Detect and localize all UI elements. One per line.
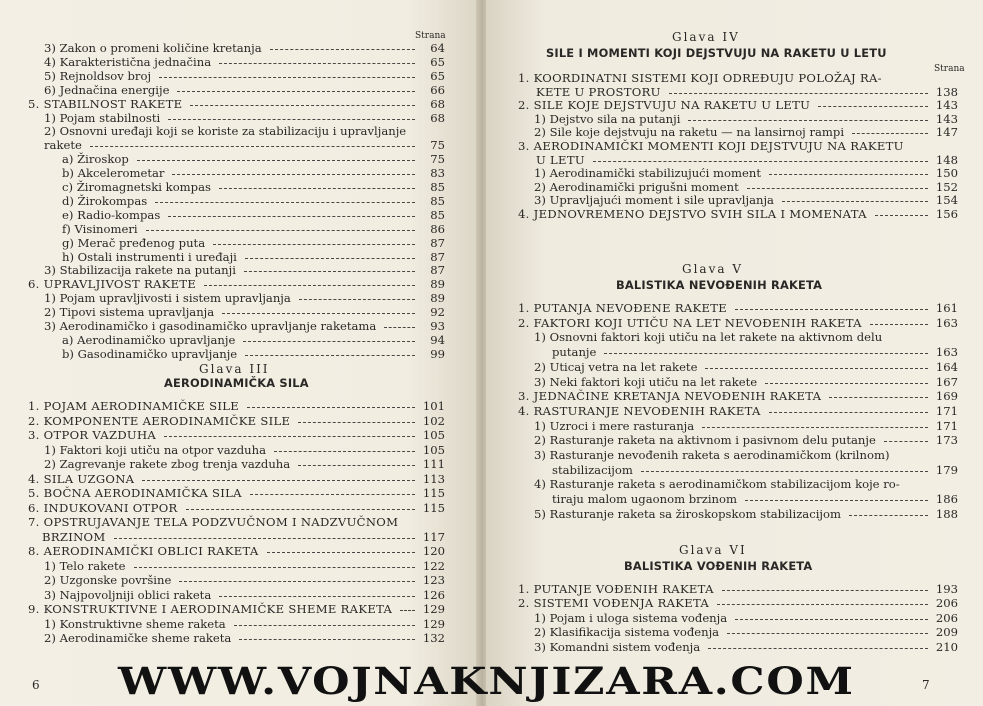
toc-entry	[518, 180, 958, 194]
toc-entry-page: 138	[935, 84, 958, 99]
toc-entry-page: 64	[430, 41, 445, 55]
toc-entry-title: 5) Rasturanje raketa sa žiroskopskom stabilizacijom	[534, 506, 841, 521]
toc-entry-page: 163	[935, 345, 958, 360]
toc-entry	[518, 330, 958, 344]
toc-leader-dashes	[717, 604, 928, 605]
toc-entry-title: putanje	[552, 345, 597, 360]
toc-leader-dashes	[168, 216, 415, 217]
toc-entry	[518, 316, 958, 330]
toc-entry	[518, 582, 958, 596]
toc-entry	[518, 596, 958, 610]
toc-entry-title: 1. PUTANJA NEVOĐENE RAKETE	[518, 301, 728, 315]
chapter-4-label: Glava IV	[672, 30, 740, 44]
toc-leader-dashes	[782, 201, 928, 202]
toc-entry-page: 89	[430, 277, 445, 292]
toc-entry	[28, 631, 445, 645]
toc-entry-title: 5. BOČNA AERODINAMIČKA SILA	[28, 486, 242, 500]
toc-leader-dashes	[384, 327, 415, 328]
toc-leader-dashes	[168, 119, 415, 120]
toc-leader-dashes	[299, 299, 415, 300]
toc-leader-dashes	[239, 639, 415, 640]
toc-entry-page: 206	[935, 610, 958, 625]
toc-entry-title: 3) Zakon o promeni količine kretanja	[44, 41, 262, 55]
toc-entry	[518, 625, 958, 639]
toc-entry	[518, 153, 958, 167]
toc-entry-page: 102	[422, 413, 445, 428]
chapter-5-title: BALISTIKA NEVOĐENIH RAKETA	[616, 278, 823, 292]
toc-entry-title: 2) Sile koje dejstvuju na raketu — na lansirnoj rampi	[534, 125, 845, 140]
toc-entry-page: 147	[935, 125, 958, 140]
toc-leader-dashes	[213, 244, 415, 245]
toc-entry	[28, 501, 445, 515]
toc-leader-dashes	[769, 412, 928, 413]
toc-entry-title: 8. AERODINAMIČKI OBLICI RAKETA	[28, 544, 259, 558]
toc-entry-title: 4. JEDNOVREMENO DEJSTVO SVIH SILA I MOMENATA	[518, 207, 867, 221]
toc-leader-dashes	[179, 581, 415, 582]
toc-entry-title: 4) Karakteristična jednačina	[44, 54, 212, 69]
toc-entry-title: 1) Pojam upravljivosti i sistem upravljanja	[44, 291, 291, 306]
toc-entry-page: 163	[935, 315, 958, 330]
toc-entry-title: 4) Rasturanje raketa s aerodinamičkom stabilizacijom koje ro-	[534, 477, 900, 492]
toc-leader-dashes	[219, 63, 415, 64]
toc-leader-dashes	[669, 93, 928, 94]
toc-entry-title: h) Ostali instrumenti i uređaji	[62, 249, 237, 264]
toc-entry-page: 188	[935, 506, 958, 521]
toc-entry-page: 179	[935, 462, 958, 477]
toc-entry-page: 173	[935, 433, 958, 448]
toc-leader-dashes	[852, 133, 928, 134]
toc-entry-page: 209	[935, 625, 958, 640]
toc-entry-title: rakete	[44, 138, 82, 153]
toc-entry-title: 3. JEDNAČINE KRETANJA NEVOĐENIH RAKETA	[518, 389, 822, 404]
toc-entry	[28, 111, 445, 125]
toc-leader-dashes	[641, 471, 928, 472]
toc-entry-title: 5) Rejnoldsov broj	[44, 68, 152, 83]
toc-entry-title: 2) Zagrevanje rakete zbog trenja vazduha	[44, 457, 291, 471]
toc-entry-title: 3) Rasturanje nevođenih raketa s aerodinamičkom (krilnom)	[534, 448, 890, 462]
toc-entry-title: d) Žirokompas	[62, 193, 148, 208]
toc-leader-dashes	[705, 368, 928, 369]
watermark-banner: WWW.VOJNAKNJIZARA.COM	[118, 659, 855, 703]
toc-leader-dashes	[702, 427, 928, 428]
toc-leader-dashes	[245, 258, 415, 259]
toc-entry-title: 2. KOMPONENTE AERODINAMIČKE SILE	[28, 413, 291, 428]
toc-entry-title: 2. FAKTORI KOJI UTIČU NA LET NEVOĐENIH RAKETA	[518, 315, 862, 330]
toc-leader-dashes	[90, 146, 415, 147]
left-page-number: 6	[32, 678, 40, 692]
toc-entry-page: 85	[430, 180, 445, 194]
toc-entry	[518, 611, 958, 625]
toc-entry-page: 83	[430, 166, 445, 181]
toc-entry	[518, 463, 958, 477]
toc-entry-page: 113	[422, 471, 445, 486]
toc-entry	[518, 139, 958, 153]
toc-entry	[28, 41, 445, 55]
toc-entry	[518, 477, 958, 491]
toc-entry	[518, 375, 958, 389]
toc-leader-dashes	[146, 230, 415, 231]
toc-entry-page: 169	[935, 389, 958, 404]
toc-entry	[518, 640, 958, 654]
toc-entry-page: 129	[422, 616, 445, 631]
toc-entry	[518, 166, 958, 180]
toc-entry	[28, 347, 445, 361]
toc-entry	[28, 588, 445, 602]
toc-entry	[28, 428, 445, 442]
toc-entry-title: 1) Konstruktivne sheme raketa	[44, 616, 226, 631]
toc-entry	[518, 301, 958, 315]
toc-leader-dashes	[747, 188, 928, 189]
toc-leader-dashes	[114, 538, 415, 539]
toc-leader-dashes	[204, 285, 415, 286]
toc-entry-title: 2) Uzgonske površine	[44, 573, 172, 587]
toc-entry	[28, 443, 445, 457]
toc-entry-page: 75	[430, 152, 445, 167]
toc-entry-title: b) Akcelerometar	[62, 166, 165, 181]
chapter-3-title: AERODINAMIČKA SILA	[164, 376, 309, 390]
toc-entry-title: 1) Uzroci i mere rasturanja	[534, 418, 695, 433]
toc-leader-dashes	[400, 610, 415, 611]
toc-entry-title: 6) Jednačina energije	[44, 82, 170, 97]
left-page	[0, 0, 478, 706]
toc-leader-dashes	[134, 567, 415, 568]
toc-entry-page: 193	[935, 582, 958, 596]
toc-entry	[28, 180, 445, 194]
toc-entry	[28, 69, 445, 83]
toc-entry-page: 85	[430, 193, 445, 208]
toc-entry	[518, 112, 958, 126]
toc-entry-page: 66	[430, 82, 445, 97]
toc-entry	[28, 166, 445, 180]
toc-entry	[28, 472, 445, 486]
toc-entry	[518, 433, 958, 447]
toc-leader-dashes	[593, 161, 928, 162]
toc-entry-title: 1) Faktori koji utiču na otpor vazduha	[44, 442, 266, 457]
toc-entry-title: 2) Aerodinamički prigušni moment	[534, 179, 739, 194]
chapter-5-label: Glava V	[682, 262, 743, 276]
toc-entry-title: BRZINOM	[42, 529, 106, 544]
toc-entry	[28, 236, 445, 250]
toc-entry-page: 105	[422, 442, 445, 457]
toc-entry-title: 6. INDUKOVANI OTPOR	[28, 500, 178, 515]
toc-entry-page: 65	[430, 68, 445, 83]
toc-entry-title: 3) Stabilizacija rakete na putanji	[44, 263, 236, 278]
toc-entry	[28, 291, 445, 305]
toc-leader-dashes	[243, 341, 415, 342]
toc-entry	[518, 193, 958, 207]
toc-entry-title: 3) Komandni sistem vođenja	[534, 639, 701, 654]
toc-entry-page: 156	[935, 207, 958, 221]
toc-entry	[518, 448, 958, 462]
toc-leader-dashes	[688, 120, 928, 121]
toc-entry	[28, 222, 445, 236]
toc-leader-dashes	[769, 174, 928, 175]
toc-leader-dashes	[155, 202, 415, 203]
toc-entry-page: 94	[430, 332, 445, 347]
toc-entry	[28, 530, 445, 544]
toc-entry-page: 206	[935, 596, 958, 611]
toc-entry-page: 115	[422, 500, 445, 515]
toc-leader-dashes	[250, 494, 415, 495]
toc-entry-title: 1) Pojam i uloga sistema vođenja	[534, 610, 728, 625]
toc-leader-dashes	[722, 590, 928, 591]
toc-leader-dashes	[745, 500, 928, 501]
toc-leader-dashes	[186, 509, 415, 510]
toc-entry-title: KETE U PROSTORU	[536, 84, 661, 99]
toc-entry	[28, 97, 445, 111]
chapter-4-title: SILE I MOMENTI KOJI DEJSTVUJU NA RAKETU U LETU	[546, 46, 887, 60]
toc-leader-dashes	[270, 49, 415, 50]
toc-leader-dashes	[765, 383, 928, 384]
toc-entry-page: 101	[422, 399, 445, 413]
toc-entry	[518, 345, 958, 359]
toc-entry-title: tiraju malom ugaonom brzinom	[552, 492, 737, 507]
toc-entry-page: 65	[430, 54, 445, 69]
toc-entry-title: 1. PUTANJE VOĐENIH RAKETA	[518, 582, 714, 596]
toc-entry	[518, 360, 958, 374]
toc-leader-dashes	[159, 77, 415, 78]
toc-entry	[518, 85, 958, 99]
toc-leader-dashes	[829, 397, 928, 398]
toc-leader-dashes	[177, 91, 415, 92]
toc-entry-title: f) Visinomeri	[62, 221, 138, 236]
toc-entry	[28, 305, 445, 319]
toc-leader-dashes	[727, 633, 928, 634]
toc-leader-dashes	[142, 480, 415, 481]
toc-entry-page: 87	[430, 249, 445, 264]
toc-entry	[518, 492, 958, 506]
toc-entry-page: 117	[422, 529, 445, 544]
toc-entry-page: 150	[935, 166, 958, 181]
toc-entry-title: 1) Aerodinamički stabilizujući moment	[534, 166, 762, 181]
toc-entry-title: 3) Aerodinamičko i gasodinamičko upravljanje raketama	[44, 319, 377, 333]
toc-entry-title: 3) Najpovoljniji oblici raketa	[44, 587, 212, 602]
toc-entry-page: 171	[935, 418, 958, 433]
toc-entry-title: 2) Osnovni uređaji koji se koriste za stabilizaciju i upravljanje	[44, 124, 407, 139]
toc-entry-title: 5. STABILNOST RAKETE	[28, 96, 183, 111]
toc-entry-title: 1. KOORDINATNI SISTEMI KOJI ODREĐUJU POLOŽAJ RA-	[518, 71, 882, 85]
toc-entry-page: 122	[422, 558, 445, 573]
toc-entry-page: 86	[430, 221, 445, 236]
toc-leader-dashes	[219, 596, 415, 597]
strana-label-right: Strana	[934, 64, 965, 74]
toc-entry-title: 2) Klasifikacija sistema vođenja	[534, 625, 720, 640]
toc-entry-title: 1) Telo rakete	[44, 558, 126, 573]
toc-entry-page: 68	[430, 110, 445, 125]
toc-leader-dashes	[274, 451, 415, 452]
toc-entry-title: e) Radio-kompas	[62, 207, 161, 222]
toc-entry-title: g) Merač pređenog puta	[62, 235, 206, 250]
toc-entry	[28, 277, 445, 291]
toc-entry-page: 120	[422, 544, 445, 558]
toc-entry-title: 3. OTPOR VAZDUHA	[28, 428, 157, 442]
toc-entry-title: 2) Rasturanje raketa na aktivnom i pasivnom delu putanje	[534, 433, 876, 448]
toc-entry	[28, 457, 445, 471]
toc-entry	[28, 263, 445, 277]
toc-leader-dashes	[298, 465, 415, 466]
toc-leader-dashes	[604, 353, 928, 354]
toc-entry	[28, 194, 445, 208]
toc-entry	[28, 124, 445, 138]
toc-entry-page: 99	[430, 346, 445, 361]
toc-entry-title: 2. SISTEMI VOĐENJA RAKETA	[518, 596, 710, 611]
toc-leader-dashes	[735, 619, 928, 620]
toc-entry-page: 167	[935, 374, 958, 389]
toc-entry	[518, 125, 958, 139]
toc-leader-dashes	[849, 515, 928, 516]
toc-entry-page: 111	[422, 457, 445, 471]
toc-entry	[28, 152, 445, 166]
toc-entry	[518, 507, 958, 521]
toc-entry-page: 68	[430, 96, 445, 111]
toc-entry-title: 4. RASTURANJE NEVOĐENIH RAKETA	[518, 403, 761, 418]
chapter-6-label: Glava VI	[679, 543, 747, 557]
toc-entry-title: 2) Tipovi sistema upravljanja	[44, 305, 215, 320]
toc-entry	[28, 333, 445, 347]
toc-entry-page: 85	[430, 207, 445, 222]
toc-entry-page: 123	[422, 573, 445, 587]
toc-leader-dashes	[875, 215, 928, 216]
toc-entry	[518, 404, 958, 418]
toc-entry	[28, 319, 445, 333]
toc-entry-title: 1) Dejstvo sila na putanji	[534, 111, 681, 126]
toc-entry-page: 87	[430, 235, 445, 250]
toc-leader-dashes	[708, 648, 928, 649]
toc-leader-dashes	[870, 324, 928, 325]
toc-entry-page: 89	[430, 291, 445, 306]
toc-entry-page: 93	[430, 319, 445, 333]
toc-entry-page: 143	[935, 111, 958, 126]
toc-entry	[28, 486, 445, 500]
toc-entry	[28, 515, 445, 529]
toc-leader-dashes	[298, 422, 415, 423]
toc-entry	[28, 138, 445, 152]
toc-leader-dashes	[267, 552, 415, 553]
toc-entry-title: 2) Aerodinamičke sheme raketa	[44, 631, 232, 645]
toc-entry-page: 154	[935, 193, 958, 208]
toc-entry-title: 4. SILA UZGONA	[28, 471, 135, 486]
toc-entry-page: 164	[935, 359, 958, 374]
toc-entry	[28, 617, 445, 631]
toc-entry-title: 2) Uticaj vetra na let rakete	[534, 359, 698, 374]
toc-entry-title: stabilizacijom	[552, 462, 633, 477]
toc-entry-title: 1) Pojam stabilnosti	[44, 110, 161, 125]
toc-entry-title: 7. OPSTRUJAVANJE TELA PODZVUČNOM I NADZVUČNOM	[28, 515, 399, 529]
toc-leader-dashes	[219, 188, 415, 189]
toc-entry-page: 75	[430, 138, 445, 153]
toc-leader-dashes	[818, 106, 928, 107]
toc-entry	[28, 602, 445, 616]
toc-leader-dashes	[222, 313, 415, 314]
chapter-3-label: Glava III	[199, 362, 270, 376]
toc-entry-title: 6. UPRAVLJIVOST RAKETE	[28, 277, 197, 292]
toc-entry	[28, 250, 445, 264]
toc-entry-page: 152	[935, 179, 958, 194]
toc-entry-title: 3) Upravljajući moment i sile upravljanja	[534, 193, 774, 208]
toc-entry	[28, 208, 445, 222]
toc-leader-dashes	[247, 407, 415, 408]
toc-entry	[518, 98, 958, 112]
right-page-number: 7	[922, 678, 930, 692]
toc-leader-dashes	[172, 174, 415, 175]
toc-entry-page: 132	[422, 631, 445, 645]
toc-entry-title: 1) Osnovni faktori koji utiču na let rakete na aktivnom delu	[534, 330, 883, 345]
toc-entry-title: a) Žiroskop	[62, 152, 129, 167]
toc-entry-title: 3) Neki faktori koji utiču na let rakete	[534, 374, 758, 389]
toc-entry-title: 2. SILE KOJE DEJSTVUJU NA RAKETU U LETU	[518, 98, 811, 113]
toc-entry-title: U LETU	[536, 152, 585, 167]
toc-entry-title: 3. AERODINAMIČKI MOMENTI KOJI DEJSTVUJU NA RAKETU	[518, 139, 904, 153]
toc-leader-dashes	[884, 441, 928, 442]
toc-entry	[28, 55, 445, 69]
toc-entry	[518, 207, 958, 221]
toc-entry	[28, 83, 445, 97]
toc-entry-title: b) Gasodinamičko upravljanje	[62, 346, 238, 361]
toc-entry	[518, 71, 958, 85]
toc-entry-title: c) Žiromagnetski kompas	[62, 180, 211, 194]
toc-entry-page: 210	[935, 639, 958, 654]
chapter-6-title: BALISTIKA VOĐENIH RAKETA	[624, 559, 813, 573]
strana-label-left: Strana	[415, 31, 446, 41]
toc-entry-title: a) Aerodinamičko upravljanje	[62, 332, 236, 347]
toc-leader-dashes	[234, 625, 415, 626]
toc-entry	[28, 399, 445, 413]
toc-entry-page: 171	[935, 403, 958, 418]
toc-entry-page: 126	[422, 587, 445, 602]
right-page	[486, 0, 983, 706]
toc-entry-page: 105	[422, 428, 445, 442]
toc-entry	[28, 559, 445, 573]
toc-entry-page: 115	[422, 486, 445, 500]
toc-leader-dashes	[137, 160, 415, 161]
toc-entry-page: 161	[935, 301, 958, 315]
toc-entry-page: 143	[935, 98, 958, 113]
toc-entry	[28, 414, 445, 428]
toc-entry	[518, 389, 958, 403]
toc-entry-page: 87	[430, 263, 445, 278]
toc-leader-dashes	[244, 271, 415, 272]
toc-entry-title: 9. KONSTRUKTIVNE I AERODINAMIČKE SHEME RAKETA	[28, 602, 393, 616]
toc-entry-page: 148	[935, 152, 958, 167]
toc-leader-dashes	[735, 309, 928, 310]
toc-entry-page: 129	[422, 602, 445, 616]
toc-entry-page: 92	[430, 305, 445, 320]
toc-entry-title: 1. POJAM AERODINAMIČKE SILE	[28, 399, 240, 413]
toc-leader-dashes	[245, 355, 415, 356]
toc-entry	[518, 419, 958, 433]
toc-entry	[28, 573, 445, 587]
toc-leader-dashes	[190, 105, 415, 106]
toc-entry	[28, 544, 445, 558]
toc-entry-page: 186	[935, 492, 958, 507]
toc-leader-dashes	[164, 436, 415, 437]
